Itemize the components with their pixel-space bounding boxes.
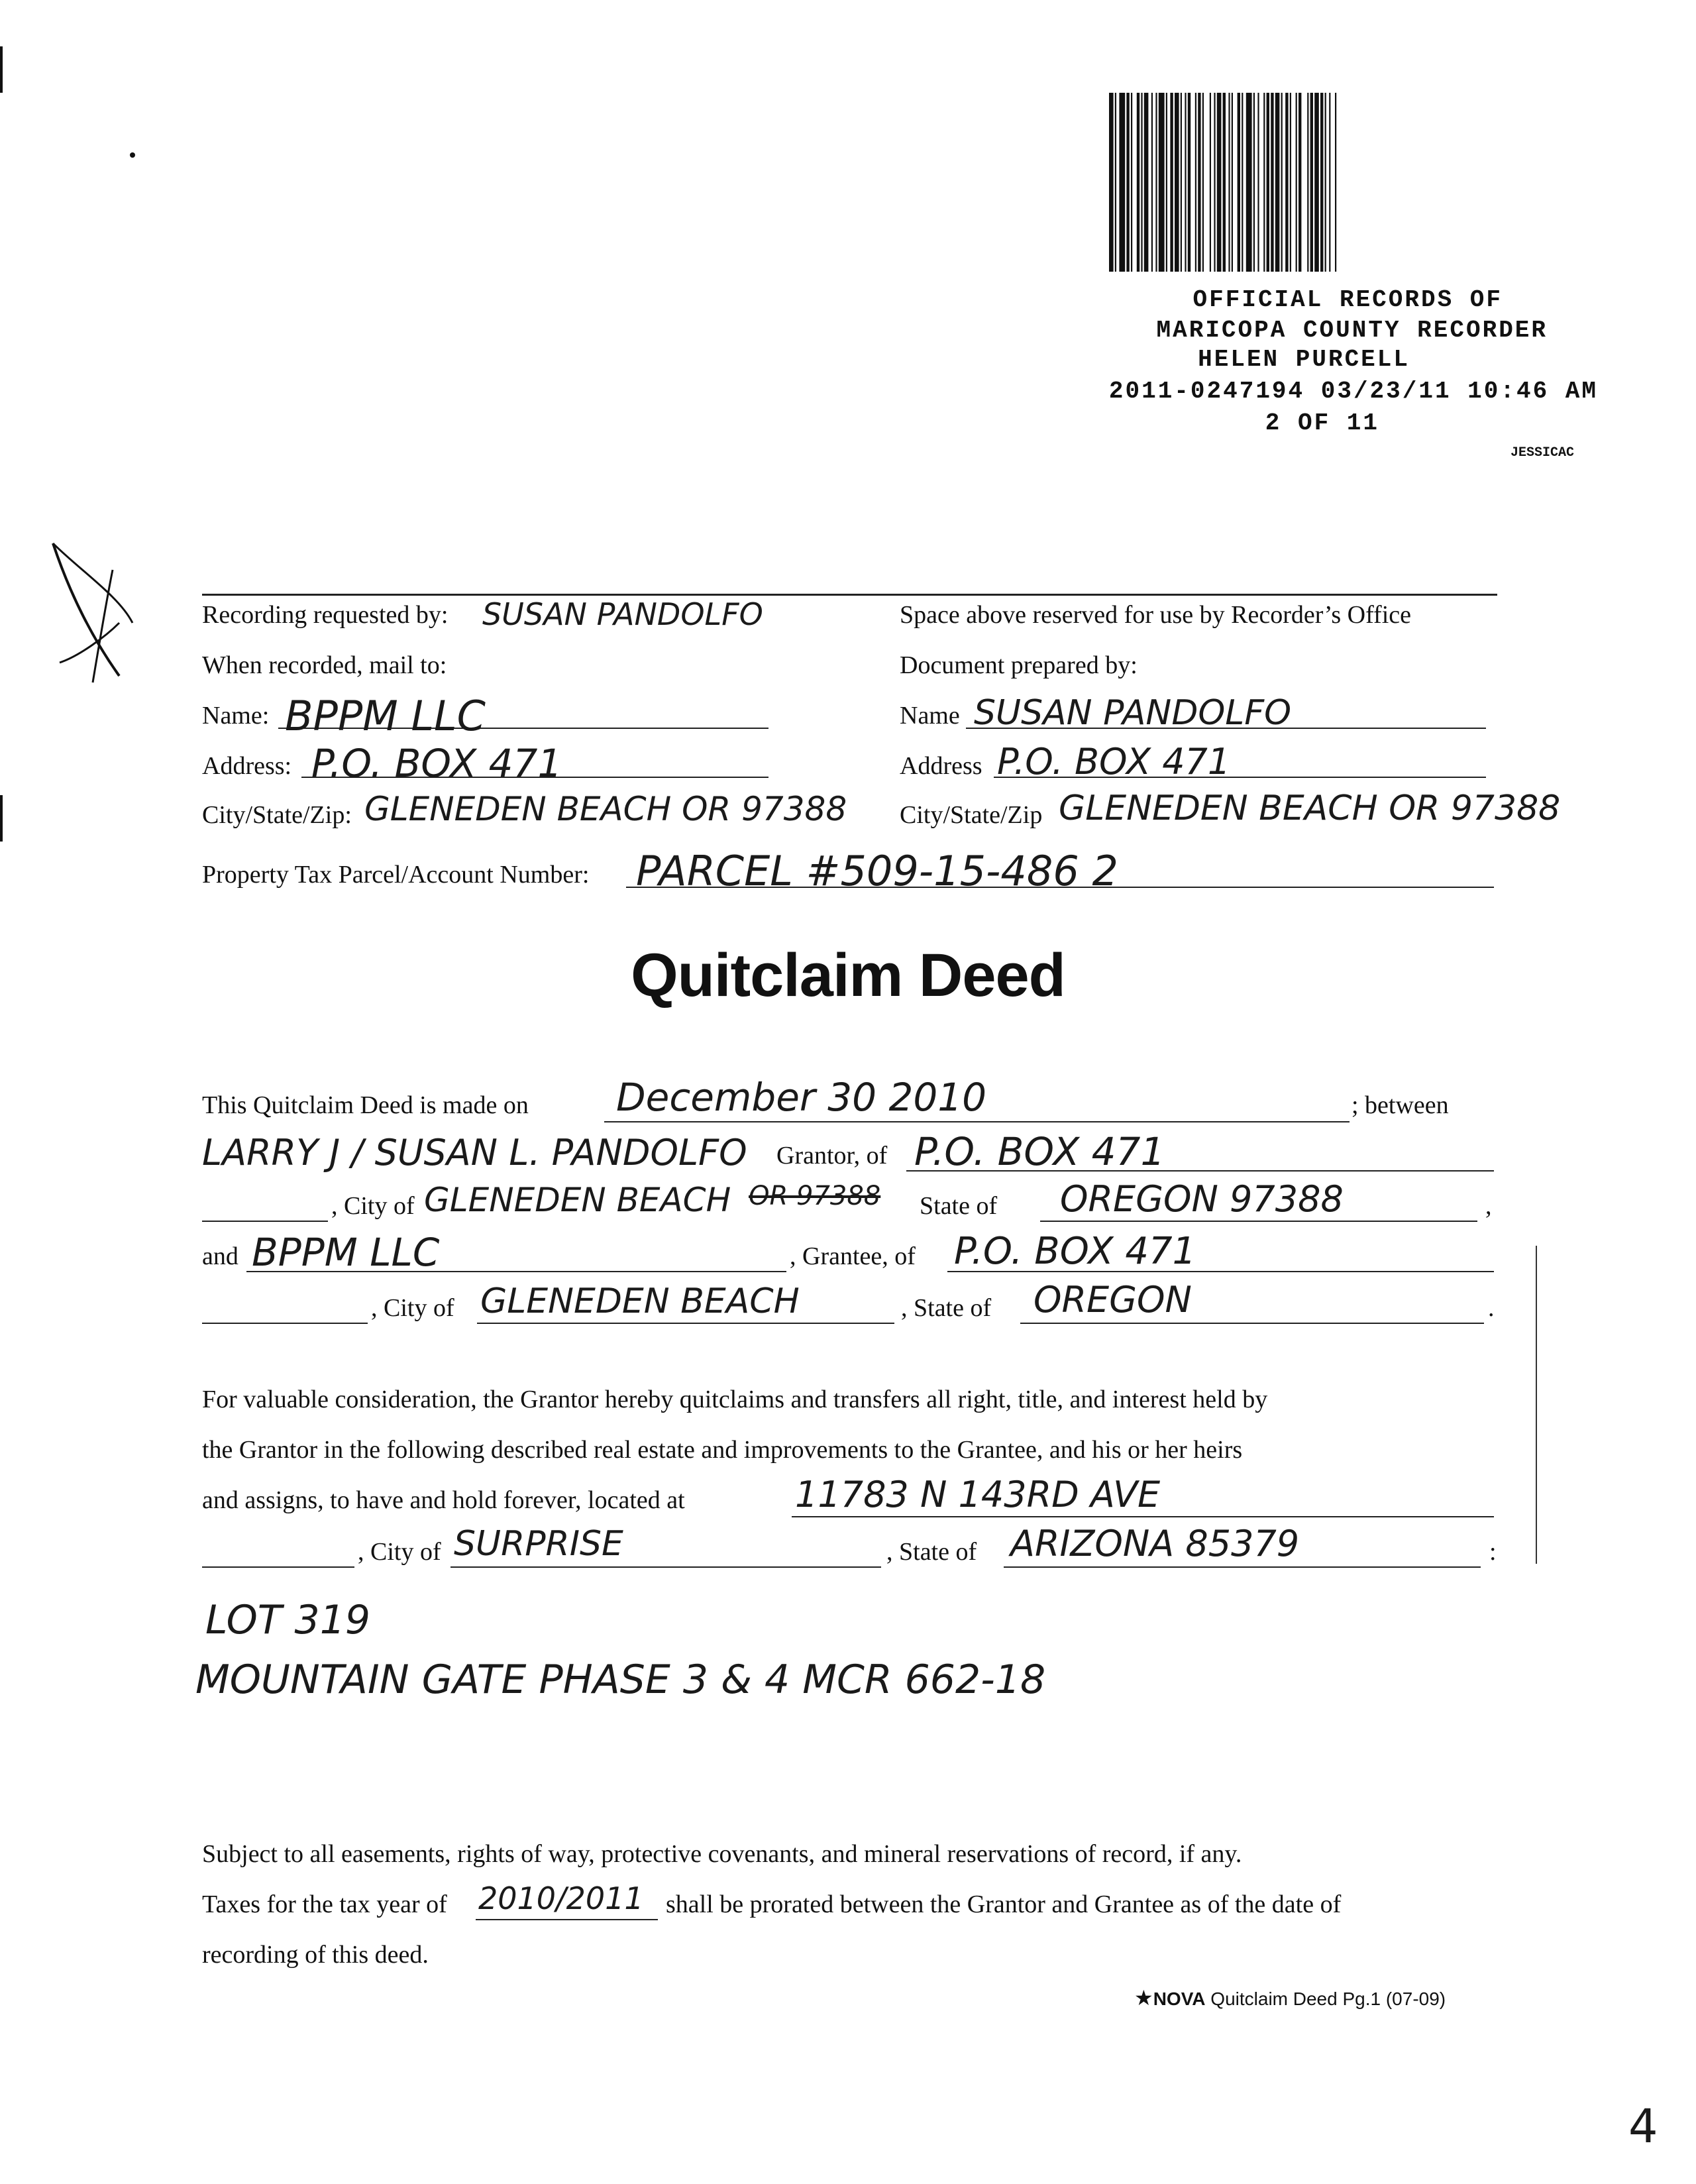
made-on-date: December 30 2010 — [616, 1075, 987, 1120]
mail-city-label: City/State/Zip: — [202, 801, 352, 829]
recorder-line-4: 2011-0247194 03/23/11 10:46 AM — [1108, 378, 1598, 405]
grantee-prefix-line — [202, 1323, 368, 1324]
recording-requested-label: Recording requested by: — [202, 601, 449, 629]
recorder-line-5: 2 OF 11 — [1265, 410, 1379, 437]
grantor-state-line — [1040, 1221, 1477, 1222]
made-on-label: This Quitclaim Deed is made on — [202, 1091, 529, 1119]
scan-edge-mark — [0, 795, 3, 842]
grantee-city-label: , City of — [371, 1294, 454, 1322]
property-city-line — [450, 1566, 881, 1568]
property-city-label: , City of — [358, 1538, 441, 1566]
recorder-line-1: OFFICIAL RECORDS OF — [1192, 286, 1503, 313]
prepared-by-label: Document prepared by: — [900, 651, 1138, 679]
grantee-label: , Grantee, of — [790, 1242, 916, 1270]
grantor-address: P.O. BOX 471 — [914, 1129, 1165, 1174]
grantor-city: GLENEDEN BEACH — [424, 1181, 731, 1219]
prepared-city-value: GLENEDEN BEACH OR 97388 — [1059, 789, 1561, 828]
legal-description-line-2: MOUNTAIN GATE PHASE 3 & 4 MCR 662-18 — [195, 1657, 1046, 1703]
property-colon: : — [1489, 1538, 1497, 1566]
scan-speck — [130, 152, 135, 158]
subject-to-line-1: Subject to all easements, rights of way, protective covenants, and mineral reservations of record, if any. — [202, 1840, 1242, 1868]
footer-form-name: Quitclaim Deed Pg.1 (07-09) — [1210, 1989, 1446, 2009]
recorder-reserved-label: Space above reserved for use by Recorder’s Office — [900, 601, 1411, 629]
footer-brand: NOVA — [1153, 1989, 1206, 2009]
prepared-name-label: Name — [900, 702, 960, 730]
grantor-struck-text: OR 97388 — [749, 1181, 881, 1211]
consideration-line-2: the Grantor in the following described real estate and improvements to the Grantee, and his or her heirs — [202, 1436, 1243, 1464]
property-address-line — [792, 1516, 1494, 1517]
scan-margin-line — [1536, 1246, 1537, 1564]
star-icon: ★ — [1134, 1986, 1153, 2010]
mail-name-label: Name: — [202, 702, 270, 730]
mail-name-value: BPPM LLC — [285, 692, 486, 740]
legal-description-line-1: LOT 319 — [205, 1597, 371, 1643]
consideration-line-1: For valuable consideration, the Grantor hereby quitclaims and transfers all right, title, and interest held by — [202, 1386, 1268, 1413]
property-address: 11783 N 143RD AVE — [795, 1474, 1161, 1515]
grantor-name: LARRY J / SUSAN L. PANDOLFO — [202, 1132, 747, 1174]
grantor-city-label: , City of — [331, 1192, 415, 1220]
parcel-value: PARCEL #509-15-486 2 — [636, 847, 1118, 895]
grantee-period: . — [1488, 1294, 1495, 1322]
recorder-line-3: HELEN PURCELL — [1198, 346, 1410, 373]
subject-to-line-2-prefix: Taxes for the tax year of — [202, 1890, 447, 1918]
grantee-name: BPPM LLC — [252, 1230, 440, 1275]
property-prefix-line — [202, 1566, 354, 1568]
grantor-prefix-line — [202, 1221, 328, 1222]
grantee-state: OREGON — [1034, 1279, 1192, 1321]
footer-form-label — [1134, 1985, 1446, 2010]
property-state: ARIZONA 85379 — [1010, 1523, 1300, 1564]
grantor-state-label: State of — [920, 1192, 998, 1220]
made-on-suffix: ; between — [1352, 1091, 1449, 1119]
tax-year: 2010/2011 — [478, 1881, 644, 1916]
scan-edge-mark — [0, 46, 3, 93]
prepared-name-value: SUSAN PANDOLFO — [974, 693, 1292, 733]
document-title: Quitclaim Deed — [631, 942, 1065, 1009]
parcel-label: Property Tax Parcel/Account Number: — [202, 861, 590, 889]
grantee-city-line — [477, 1323, 894, 1324]
check-mark-icon — [40, 530, 146, 702]
recording-requested-value: SUSAN PANDOLFO — [482, 596, 763, 632]
grantee-address: P.O. BOX 471 — [954, 1230, 1196, 1273]
grantor-label: Grantor, of — [776, 1142, 888, 1170]
prepared-address-value: P.O. BOX 471 — [997, 741, 1231, 783]
recorder-line-2: MARICOPA COUNTY RECORDER — [1156, 317, 1548, 344]
mail-city-value: GLENEDEN BEACH OR 97388 — [364, 790, 847, 828]
when-recorded-label: When recorded, mail to: — [202, 651, 447, 679]
recorder-clerk: JESSICAC — [1510, 445, 1575, 461]
prepared-city-label: City/State/Zip — [900, 801, 1043, 829]
page-number: 4 — [1628, 2099, 1658, 2154]
consideration-line-3: and assigns, to have and hold forever, located at — [202, 1486, 685, 1514]
property-city: SURPRISE — [454, 1524, 623, 1564]
grantor-comma: , — [1485, 1192, 1492, 1220]
grantee-city: GLENEDEN BEACH — [480, 1282, 800, 1321]
subject-to-line-2-suffix: shall be prorated between the Grantor and Grantee as of the date of — [666, 1890, 1342, 1918]
made-on-line — [604, 1121, 1350, 1122]
subject-to-line-3: recording of this deed. — [202, 1941, 429, 1969]
mail-address-label: Address: — [202, 752, 292, 780]
grantee-state-line — [1020, 1323, 1484, 1324]
mail-address-value: P.O. BOX 471 — [311, 741, 562, 786]
grantor-state: OREGON 97388 — [1060, 1178, 1344, 1220]
grantee-and-label: and — [202, 1242, 238, 1270]
property-state-label: , State of — [886, 1538, 977, 1566]
document-barcode — [1106, 93, 1530, 272]
grantee-state-label: , State of — [901, 1294, 992, 1322]
property-state-line — [1004, 1566, 1481, 1568]
prepared-address-label: Address — [900, 752, 982, 780]
tax-year-line — [476, 1919, 658, 1920]
header-rule — [202, 594, 1497, 596]
